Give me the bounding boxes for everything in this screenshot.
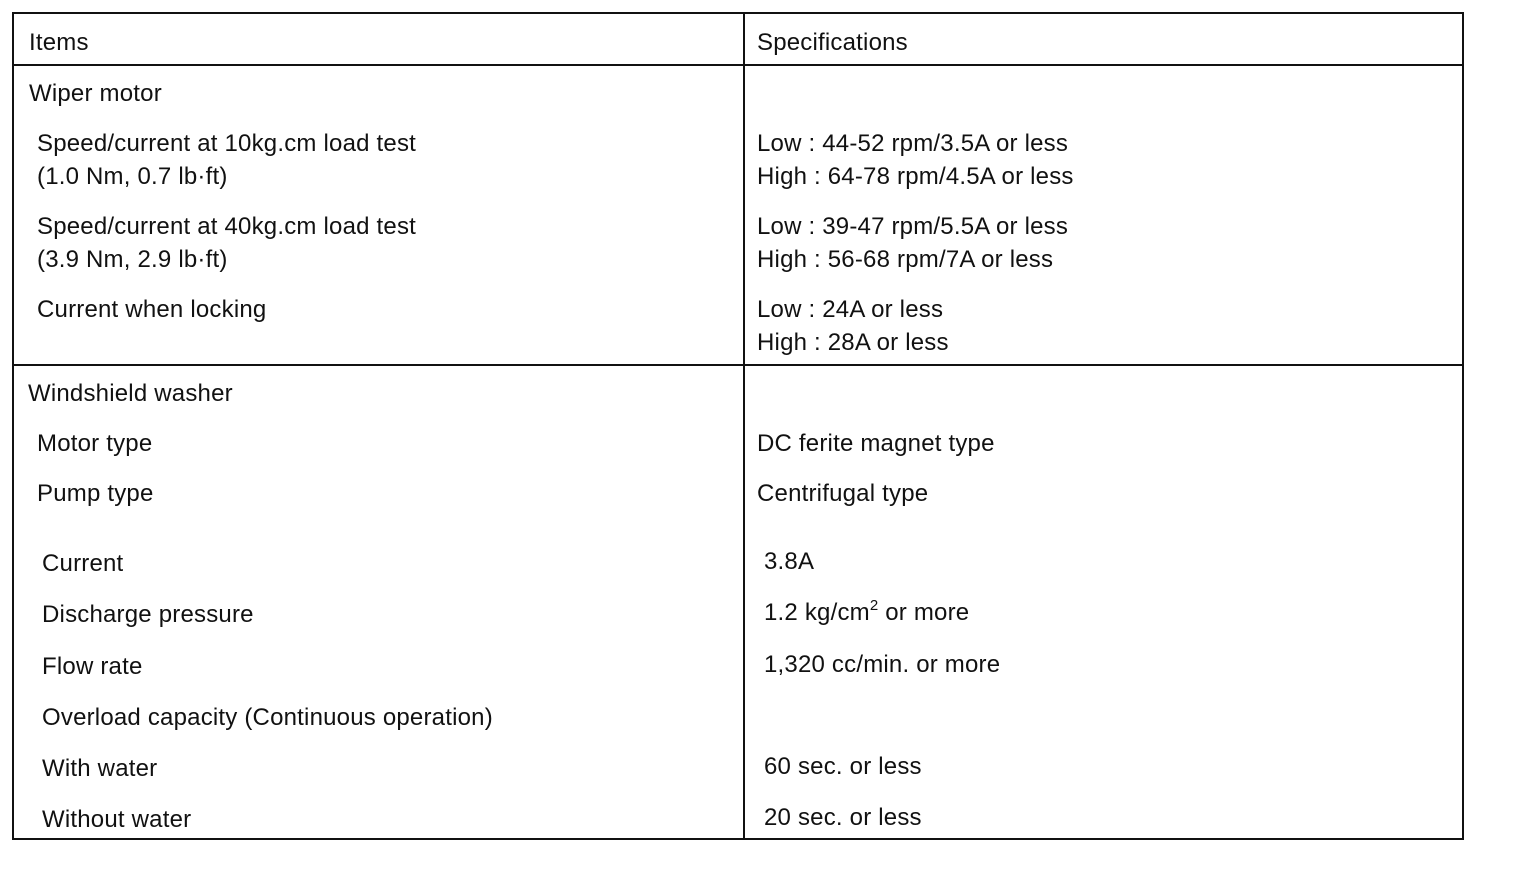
section-title-wiper-motor: Wiper motor bbox=[29, 80, 162, 107]
item-label: Speed/current at 10kg.cm load test bbox=[37, 130, 417, 157]
item-label: Without water bbox=[42, 806, 192, 833]
spec-value: 1,320 cc/min. or more bbox=[764, 651, 1001, 678]
header-rule bbox=[14, 64, 1462, 66]
spec-value: 3.8A bbox=[764, 548, 815, 575]
item-label: Motor type bbox=[37, 430, 153, 457]
spec-value: Low : 44-52 rpm/3.5A or less bbox=[757, 130, 1069, 157]
spec-value: Low : 39-47 rpm/5.5A or less bbox=[757, 213, 1069, 240]
item-label: Pump type bbox=[37, 480, 154, 507]
superscript: 2 bbox=[869, 597, 879, 614]
column-divider bbox=[743, 14, 745, 838]
spec-value: High : 28A or less bbox=[757, 329, 949, 356]
item-label: Flow rate bbox=[42, 653, 143, 680]
spec-value: High : 56-68 rpm/7A or less bbox=[757, 246, 1054, 273]
spec-value: DC ferite magnet type bbox=[757, 430, 995, 457]
spec-value-part: 1.2 kg/cm bbox=[764, 599, 870, 626]
spec-value: Low : 24A or less bbox=[757, 296, 944, 323]
spec-value-discharge-pressure bbox=[764, 596, 969, 629]
item-label: (3.9 Nm, 2.9 lb·ft) bbox=[37, 246, 228, 273]
spec-value: Centrifugal type bbox=[757, 480, 929, 507]
item-label: Speed/current at 40kg.cm load test bbox=[37, 213, 417, 240]
header-items: Items bbox=[29, 29, 89, 56]
item-label: (1.0 Nm, 0.7 lb·ft) bbox=[37, 163, 228, 190]
section-rule bbox=[14, 364, 1462, 366]
item-label: With water bbox=[42, 755, 158, 782]
spec-value-part: or more bbox=[878, 599, 970, 626]
item-label: Overload capacity (Continuous operation) bbox=[42, 704, 493, 731]
spec-value: High : 64-78 rpm/4.5A or less bbox=[757, 163, 1074, 190]
specifications-table bbox=[12, 12, 1464, 840]
item-label: Current bbox=[42, 550, 124, 577]
item-label: Current when locking bbox=[37, 296, 267, 323]
header-specifications: Specifications bbox=[757, 29, 908, 56]
spec-value: 20 sec. or less bbox=[764, 804, 922, 831]
item-label: Discharge pressure bbox=[42, 601, 254, 628]
spec-value: 60 sec. or less bbox=[764, 753, 922, 780]
section-title-windshield-washer: Windshield washer bbox=[28, 380, 233, 407]
